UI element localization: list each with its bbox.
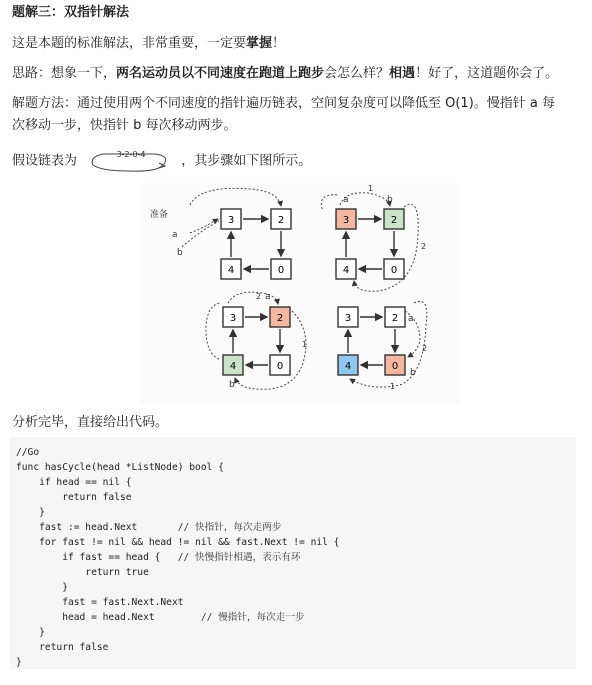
prep-label: 准备 [150, 210, 169, 220]
code-line [16, 520, 281, 535]
pointer-a-label: a [343, 195, 349, 205]
code-comment: // 快指针，每次走两步 [177, 522, 282, 533]
code-line [16, 580, 68, 595]
code-text: func hasCycle(head *ListNode) bool { [16, 462, 224, 473]
node-2-label: 2 [277, 215, 285, 226]
pointer-b-label: b [229, 380, 235, 390]
code-comment: // 慢指针，每次走一步 [200, 612, 305, 623]
intro-emphasis: 掌握 [246, 36, 273, 51]
code-line [16, 475, 132, 490]
node-0-label: 0 [390, 265, 398, 276]
code-line [16, 535, 339, 550]
paragraph-idea [12, 63, 582, 85]
code-line [16, 445, 39, 460]
idea-emphasis-1: 两名运动员以不同速度在跑道上跑步 [116, 66, 325, 81]
node-0-label: 0 [391, 361, 399, 372]
code-text: } [16, 582, 68, 593]
node-3-label: 3 [227, 215, 235, 226]
chain-label: 3-2-0-4 [116, 150, 146, 159]
pointer-b-label: b [177, 248, 183, 258]
code-block [10, 437, 576, 669]
idea-text-2: 会怎么样？ [324, 66, 390, 81]
section-heading: 题解三：双指针解法 [12, 5, 130, 20]
two-pointer-diagram [0, 175, 592, 405]
node-2-label: 2 [391, 313, 399, 324]
pointer-b-label: b [410, 368, 416, 378]
code-line [16, 505, 45, 520]
step-2-label: 2 [421, 242, 427, 251]
step-1-label: 1 [368, 184, 374, 193]
node-3-label: 3 [344, 313, 352, 324]
node-4-label: 4 [342, 265, 350, 276]
code-text: return true [16, 567, 149, 578]
code-text: } [16, 507, 45, 518]
node-4-label: 4 [227, 265, 235, 276]
step-2-label: 2 [422, 344, 428, 353]
code-text: head = head.Next [16, 612, 201, 623]
code-text: return false [16, 642, 109, 653]
node-4-label: 4 [229, 361, 237, 372]
code-line [16, 640, 108, 655]
assume-text: 假设链表为 [12, 153, 78, 169]
code-line [16, 595, 184, 610]
code-text: } [16, 627, 45, 638]
paragraph-assume [12, 147, 582, 175]
code-line [16, 625, 45, 640]
node-2-label: 2 [276, 313, 284, 324]
code-text: fast = fast.Next.Next [16, 597, 184, 608]
node-0-label: 0 [276, 361, 284, 372]
code-text: } [16, 657, 22, 668]
code-line [16, 460, 224, 475]
step-1-label: 1 [302, 340, 308, 349]
node-3-label: 3 [342, 215, 350, 226]
paragraph-intro [12, 33, 582, 55]
paragraph-conclusion: 分析完毕，直接给出代码。 [12, 415, 169, 430]
idea-text-1: 思路：想象一下， [12, 66, 117, 81]
code-text: if head == nil { [16, 477, 132, 488]
code-line [16, 655, 22, 670]
node-0-label: 0 [277, 265, 285, 276]
idea-emphasis-2: 相遇 [389, 66, 416, 81]
pointer-a-label: a [408, 314, 414, 324]
code-line [16, 610, 305, 625]
code-line [16, 490, 132, 505]
paragraph-method [12, 93, 582, 137]
code-text: //Go [16, 447, 40, 458]
code-text: if fast == head { [16, 552, 178, 563]
intro-text: 这是本题的标准解法，非常重要，一定要 [12, 36, 247, 51]
idea-text-3: ！好了，这道题你会了。 [415, 66, 559, 81]
code-comment: // 快慢指针相遇，表示有环 [177, 552, 301, 563]
assume-text-end: ，其步骤如下图所示。 [181, 153, 312, 169]
code-line [16, 565, 149, 580]
code-text: return false [16, 492, 132, 503]
method-line-2: 次移动一步，快指针 b 每次移动两步。 [12, 118, 237, 133]
node-3-label: 3 [229, 313, 237, 324]
pointer-a-label: a [265, 292, 271, 302]
intro-end: ！ [272, 36, 286, 51]
linked-list-sketch-icon [83, 147, 175, 175]
code-text: fast := head.Next [16, 522, 178, 533]
code-line [16, 550, 301, 565]
node-4-label: 4 [344, 361, 352, 372]
code-text: for fast != nil && head != nil && fast.Next != nil { [16, 537, 340, 548]
pointer-a-label: a [172, 230, 178, 240]
step-1-label: 1 [390, 382, 396, 391]
method-line-1: 解题方法：通过使用两个不同速度的指针遍历链表，空间复杂度可以降低至 O(1)。慢指针 a 每 [12, 96, 556, 111]
node-2-label: 2 [390, 215, 398, 226]
step-2-label: 2 [256, 292, 262, 301]
pointer-b-label: b [387, 195, 393, 205]
